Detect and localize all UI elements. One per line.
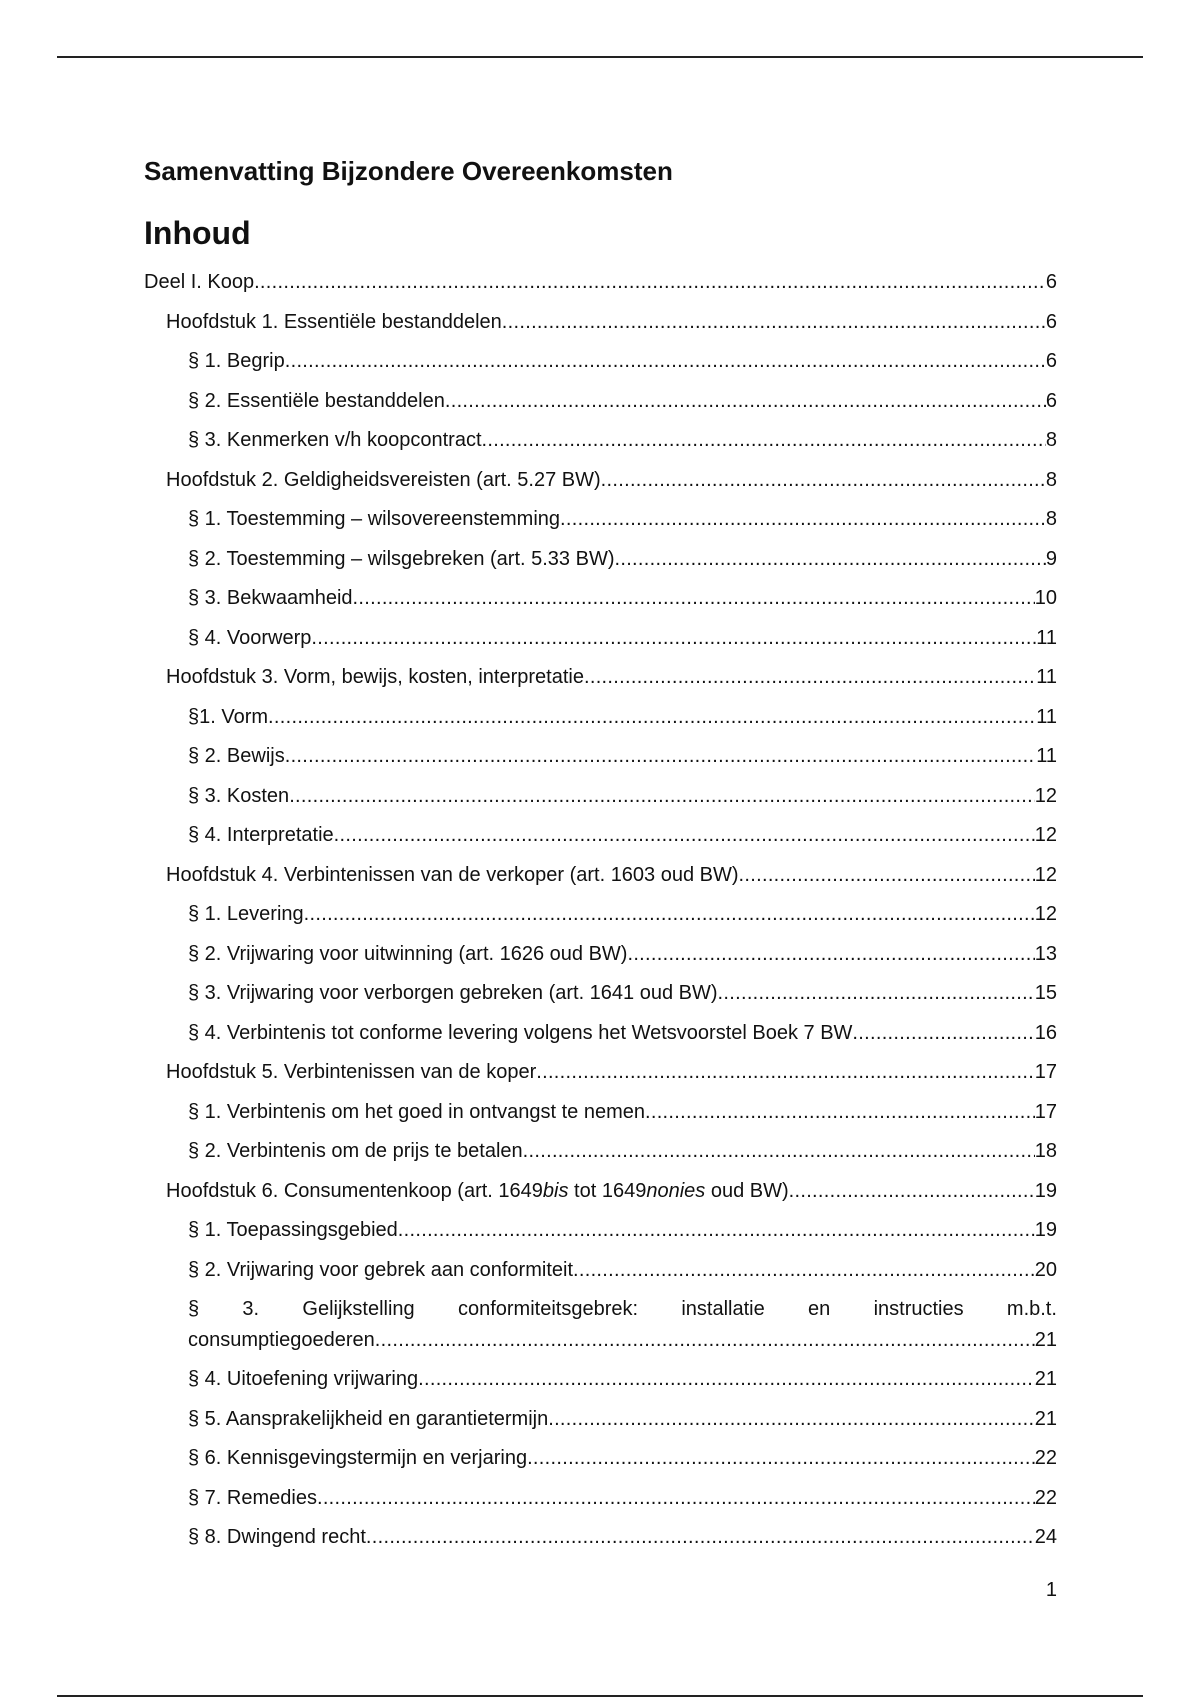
toc-dot-leader	[852, 1018, 1034, 1048]
toc-page-number: 11	[1036, 745, 1057, 767]
toc-entry-text-part: oud BW)	[705, 1179, 789, 1202]
table-of-contents	[144, 267, 1057, 1562]
toc-entry-text	[188, 1294, 1057, 1325]
toc-entry[interactable]	[144, 623, 1057, 663]
toc-entry-word: §	[188, 1298, 200, 1320]
footer-rule	[57, 1695, 1143, 1697]
toc-page-number: 6	[1045, 271, 1057, 293]
toc-entry-text: § 3. Vrijwaring voor verborgen gebreken (art. 1641 oud BW)	[188, 982, 718, 1004]
toc-entry[interactable]	[144, 860, 1057, 900]
toc-dot-leader	[334, 820, 1035, 850]
toc-entry-word: instructies	[873, 1298, 964, 1320]
toc-page-number: 8	[1045, 468, 1057, 491]
toc-entry[interactable]	[144, 939, 1057, 979]
toc-entry[interactable]	[144, 1255, 1057, 1295]
toc-entry[interactable]	[144, 346, 1057, 386]
toc-page-number: 17	[1034, 1061, 1057, 1083]
toc-entry[interactable]	[144, 1443, 1057, 1483]
toc-dot-leader	[548, 1404, 1035, 1434]
toc-entry-text: § 2. Vrijwaring voor gebrek aan conformiteit	[188, 1258, 573, 1281]
toc-dot-leader	[482, 425, 1046, 455]
toc-dot-leader	[366, 1522, 1035, 1552]
toc-entry[interactable]	[144, 820, 1057, 860]
toc-entry[interactable]	[144, 1176, 1057, 1216]
toc-entry-text	[166, 1176, 789, 1206]
toc-dot-leader	[718, 978, 1035, 1008]
toc-entry-word: installatie	[681, 1298, 765, 1320]
toc-entry-text: § 1. Verbintenis om het goed in ontvangst te nemen	[188, 1100, 645, 1123]
toc-entry-text: § 7. Remedies	[188, 1486, 317, 1509]
toc-dot-leader	[560, 504, 1046, 534]
toc-page-number: 17	[1034, 1100, 1057, 1123]
toc-page-number: 10	[1034, 587, 1057, 609]
toc-dot-leader	[584, 662, 1036, 692]
toc-dot-leader	[523, 1136, 1035, 1166]
toc-page-number: 18	[1034, 1140, 1057, 1162]
toc-dot-leader	[645, 1097, 1035, 1127]
toc-page-number: 8	[1045, 429, 1057, 451]
toc-entry[interactable]	[144, 1136, 1057, 1176]
toc-page-number: 6	[1045, 389, 1057, 412]
toc-page-number: 21	[1034, 1329, 1057, 1351]
toc-entry-text: § 2. Essentiële bestanddelen	[188, 389, 445, 412]
toc-entry[interactable]	[144, 899, 1057, 939]
toc-page-number: 8	[1045, 508, 1057, 530]
toc-dot-leader	[311, 623, 1036, 653]
toc-dot-leader	[739, 860, 1035, 890]
toc-dot-leader	[536, 1057, 1035, 1087]
toc-entry-text: §1. Vorm	[188, 705, 269, 728]
toc-dot-leader	[285, 741, 1037, 771]
toc-entry-word: en	[808, 1298, 831, 1320]
toc-dot-leader	[254, 267, 1046, 297]
toc-entry[interactable]	[144, 702, 1057, 742]
toc-page-number: 21	[1034, 1407, 1057, 1430]
toc-entry-text: § 5. Aansprakelijkheid en garantietermijn	[188, 1407, 549, 1430]
toc-entry-text-part: tot 1649	[568, 1179, 647, 1202]
toc-page-number: 11	[1036, 666, 1057, 688]
toc-entry[interactable]	[144, 504, 1057, 544]
toc-dot-leader	[285, 346, 1046, 376]
toc-entry-text: Hoofdstuk 3. Vorm, bewijs, kosten, interpretatie	[166, 666, 584, 688]
toc-entry[interactable]	[144, 307, 1057, 347]
toc-dot-leader	[573, 1255, 1035, 1285]
toc-entry-text: § 3. Kenmerken v/h koopcontract	[188, 429, 482, 451]
toc-entry-text: § 1. Toepassingsgebied	[188, 1219, 398, 1241]
toc-entry-text-part: bis	[542, 1179, 569, 1202]
toc-entry-text: § 1. Begrip	[188, 350, 285, 372]
toc-dot-leader	[601, 465, 1046, 495]
toc-page-number: 12	[1034, 903, 1057, 925]
toc-entry[interactable]	[144, 1018, 1057, 1058]
toc-entry-text: § 6. Kennisgevingstermijn en verjaring	[188, 1447, 528, 1469]
toc-page-number: 13	[1034, 942, 1057, 965]
toc-page-number: 19	[1034, 1219, 1057, 1241]
toc-entry[interactable]	[144, 662, 1057, 702]
toc-entry-text: § 4. Uitoefening vrijwaring	[188, 1368, 419, 1390]
toc-dot-leader	[418, 1364, 1035, 1394]
toc-dot-leader	[398, 1215, 1035, 1245]
toc-entry-text: § 2. Vrijwaring voor uitwinning (art. 1626 oud BW)	[188, 942, 628, 965]
toc-dot-leader	[304, 899, 1035, 929]
toc-entry-text: § 2. Verbintenis om de prijs te betalen	[188, 1140, 523, 1162]
toc-entry[interactable]	[144, 1097, 1057, 1137]
toc-entry[interactable]	[144, 1215, 1057, 1255]
toc-entry-word: m.b.t.	[1006, 1298, 1057, 1320]
toc-page-number: 15	[1034, 982, 1057, 1004]
toc-entry-text: § 2. Toestemming – wilsgebreken (art. 5.33 BW)	[188, 547, 615, 570]
toc-page-number: 12	[1034, 824, 1057, 846]
toc-page-number: 12	[1034, 863, 1057, 886]
toc-entry-text: Hoofdstuk 5. Verbintenissen van de koper	[166, 1061, 537, 1083]
page-number: 1	[1045, 1579, 1057, 1601]
toc-dot-leader	[317, 1483, 1035, 1513]
toc-dot-leader	[353, 583, 1035, 613]
toc-dot-leader	[789, 1176, 1035, 1206]
toc-entry[interactable]	[144, 465, 1057, 505]
toc-dot-leader	[627, 939, 1034, 969]
toc-entry[interactable]	[144, 386, 1057, 426]
toc-dot-leader	[268, 702, 1036, 732]
toc-entry-word: Gelijkstelling	[302, 1298, 415, 1320]
toc-dot-leader	[445, 386, 1046, 416]
toc-entry-text: Hoofdstuk 4. Verbintenissen van de verkoper (art. 1603 oud BW)	[166, 863, 739, 886]
toc-page-number: 24	[1034, 1526, 1057, 1548]
toc-entry-text-continued: consumptiegoederen	[188, 1329, 375, 1351]
toc-page-number: 22	[1034, 1447, 1057, 1469]
toc-page-number: 6	[1045, 350, 1057, 372]
toc-entry-text: § 2. Bewijs	[188, 745, 285, 767]
toc-entry-text: § 4. Voorwerp	[188, 626, 312, 649]
toc-entry[interactable]	[144, 781, 1057, 821]
toc-entry-text-part: Hoofdstuk 6. Consumentenkoop (art. 1649	[166, 1179, 543, 1202]
toc-entry[interactable]	[144, 1522, 1057, 1562]
toc-dot-leader	[375, 1325, 1035, 1355]
header-rule	[57, 56, 1143, 58]
toc-dot-leader	[527, 1443, 1035, 1473]
toc-page-number: 6	[1045, 310, 1057, 333]
toc-entry-text: § 1. Levering	[188, 903, 304, 925]
toc-entry-text: Deel I. Koop	[144, 271, 255, 293]
toc-entry-text: § 3. Kosten	[188, 784, 290, 807]
toc-entry-text-part: nonies	[646, 1179, 706, 1202]
toc-entry[interactable]	[144, 425, 1057, 465]
toc-entry[interactable]	[144, 1404, 1057, 1444]
toc-page-number: 9	[1045, 547, 1057, 570]
toc-entry-text: Hoofdstuk 1. Essentiële bestanddelen	[166, 310, 502, 333]
toc-page-number: 11	[1036, 705, 1057, 728]
toc-entry-text: § 4. Verbintenis tot conforme levering volgens het Wetsvoorstel Boek 7 BW	[188, 1021, 853, 1044]
toc-heading: Inhoud	[144, 215, 251, 251]
toc-page-number: 16	[1034, 1021, 1057, 1044]
toc-entry[interactable]	[144, 544, 1057, 584]
toc-page-number: 11	[1036, 626, 1057, 649]
toc-entry[interactable]	[144, 1483, 1057, 1523]
toc-entry-text: Hoofdstuk 2. Geldigheidsvereisten (art. 5.27 BW)	[166, 468, 601, 491]
toc-entry[interactable]	[144, 1294, 1057, 1364]
toc-entry[interactable]	[144, 1057, 1057, 1097]
toc-entry-word: 3.	[242, 1298, 260, 1320]
toc-dot-leader	[614, 544, 1045, 574]
toc-entry-text: § 1. Toestemming – wilsovereenstemming	[188, 508, 561, 530]
toc-page-number: 12	[1034, 784, 1057, 807]
toc-entry-text: § 8. Dwingend recht	[188, 1526, 366, 1548]
toc-entry-text: § 4. Interpretatie	[188, 824, 334, 846]
toc-entry[interactable]	[144, 1364, 1057, 1404]
toc-page-number: 19	[1034, 1179, 1057, 1202]
toc-entry[interactable]	[144, 978, 1057, 1018]
toc-page-number: 22	[1034, 1486, 1057, 1509]
document-title: Samenvatting Bijzondere Overeenkomsten	[144, 156, 673, 186]
toc-entry[interactable]	[144, 583, 1057, 623]
toc-page-number: 21	[1034, 1368, 1057, 1390]
toc-entry[interactable]	[144, 267, 1057, 307]
toc-dot-leader	[289, 781, 1035, 811]
toc-page-number: 20	[1034, 1258, 1057, 1281]
toc-entry-word: conformiteitsgebrek:	[457, 1298, 639, 1320]
toc-dot-leader	[502, 307, 1046, 337]
toc-entry[interactable]	[144, 741, 1057, 781]
toc-entry-text: § 3. Bekwaamheid	[188, 587, 353, 609]
